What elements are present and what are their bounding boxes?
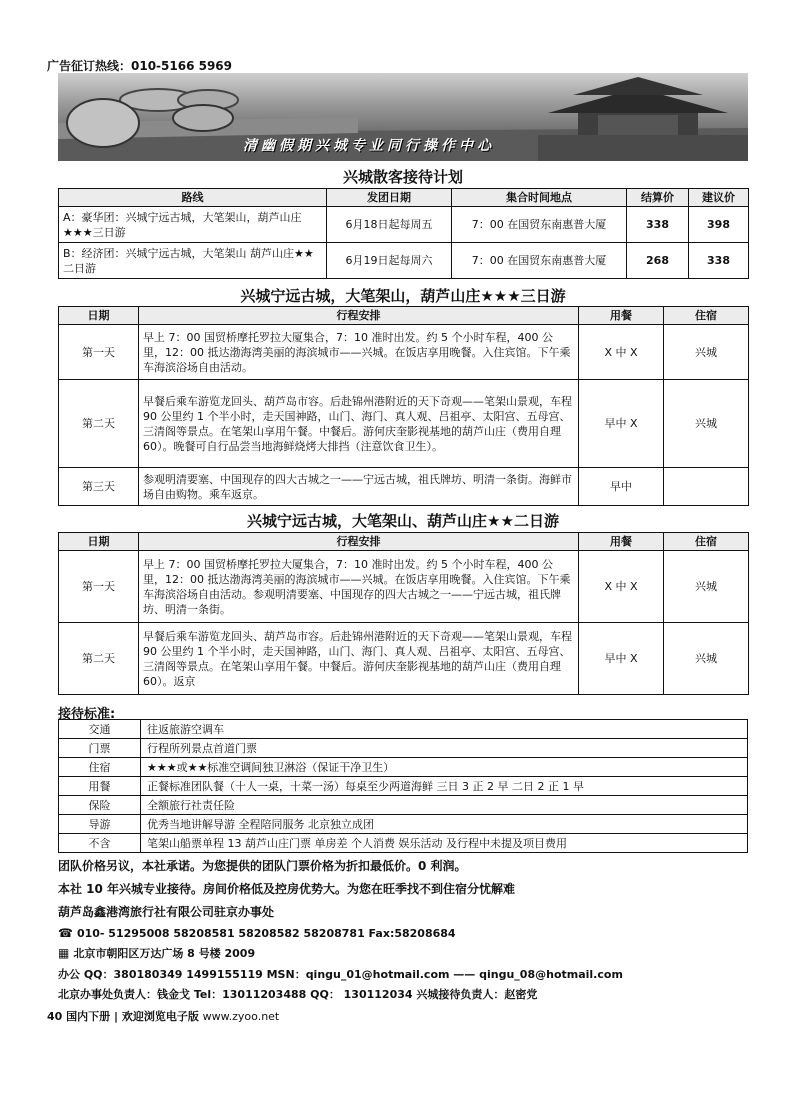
standard-value: 行程所列景点首道门票 (141, 739, 748, 758)
plan-meet: 7：00 在国贸东南惠普大厦 (452, 207, 627, 243)
tour3-plan: 参观明清要塞、中国现存的四大古城之一——宁远古城，祖氏牌坊、明清一条街。海鲜市场自由购物。乘车返京。 (139, 468, 579, 506)
persons-line: 北京办事处负责人：钱金戈 Tel：13011203488 QQ： 130112034 兴城接待负责人：赵密党 (58, 988, 538, 1001)
tour3-table (58, 306, 749, 506)
tour2-day: 第二天 (59, 623, 139, 695)
tour3-day: 第二天 (59, 380, 139, 468)
plan-route: B：经济团：兴城宁远古城，大笔架山 葫芦山庄★★二日游 (59, 243, 327, 279)
standard-key: 门票 (59, 739, 141, 758)
plan-meet: 7：00 在国贸东南惠普大厦 (452, 243, 627, 279)
tour2-hotel: 兴城 (664, 623, 749, 695)
tour2-plan: 早餐后乘车游览龙回头、葫芦岛市容。后赴锦州港附近的天下奇观——笔架山景观，车程 90 公里约 1 个半小时，走天国神路，山门、海门、真人观、吕祖亭、太阳宫、五母宫、三清阁等景点。在笔架山享用午餐。中餐后。游何庆奎影视基地的葫芦山庄（费用自理 60）。返京 (139, 623, 579, 695)
note-group-price: 团队价格另议，本社承诺。为您提供的团队门票价格为折扣最低价。0 利润。 (58, 859, 467, 873)
tour2-meal: 早中 X (579, 623, 664, 695)
qq-msn-line: 办公 QQ：380180349 1499155119 MSN：qingu_01@hotmail.com —— qingu_08@hotmail.com (58, 968, 623, 981)
plan-header-date: 发团日期 (327, 189, 452, 207)
tour2-table (58, 532, 749, 695)
phone-line (58, 926, 456, 940)
standard-value: 正餐标准团队餐（十人一桌，十菜一汤）每桌至少两道海鲜 三日 3 正 2 早 二日 2 正 1 早 (141, 777, 748, 796)
tour2-day: 第一天 (59, 551, 139, 623)
standards-label: 接待标准: (58, 707, 116, 722)
tour3-hotel (664, 468, 749, 506)
plan-suggest-price: 338 (689, 243, 749, 279)
building-icon: ▦ (58, 946, 70, 960)
tour3-hotel: 兴城 (664, 380, 749, 468)
tour2-header-plan: 行程安排 (139, 533, 579, 551)
standard-value: 优秀当地讲解导游 全程陪同服务 北京独立成团 (141, 815, 748, 834)
tour3-header-day: 日期 (59, 307, 139, 325)
plan-title: 兴城散客接待计划 (342, 168, 463, 186)
ad-hotline: 广告征订热线：010-5166 5969 (47, 59, 233, 73)
plan-header-route: 路线 (59, 189, 327, 207)
tour3-header-hotel: 住宿 (664, 307, 749, 325)
standard-key: 保险 (59, 796, 141, 815)
tour2-header-meal: 用餐 (579, 533, 664, 551)
standard-value: ★★★或★★标准空调间独卫淋浴（保证干净卫生） (141, 758, 748, 777)
plan-settle-price: 338 (627, 207, 689, 243)
footer-text: 40 国内下册 | 欢迎浏览电子版 (47, 1010, 199, 1023)
tour3-header-meal: 用餐 (579, 307, 664, 325)
plan-date: 6月18日起每周五 (327, 207, 452, 243)
standard-value: 往返旅游空调车 (141, 720, 748, 739)
standard-key: 不含 (59, 834, 141, 853)
tour3-meal: 早中 X (579, 380, 664, 468)
address: 北京市朝阳区万达广场 8 号楼 2009 (73, 947, 256, 960)
footer-url[interactable]: www.zyoo.net (202, 1010, 280, 1023)
tour3-plan: 早上 7：00 国贸桥摩托罗拉大厦集合，7：10 准时出发。约 5 个小时车程，400 公里，12：00 抵达渤海湾美丽的海滨城市——兴城。在饭店享用晚餐。入住宾馆。下午乘车海滨浴场自由活动。 (139, 325, 579, 380)
tour3-day: 第三天 (59, 468, 139, 506)
plan-header-suggest: 建议价 (689, 189, 749, 207)
tour2-plan: 早上 7：00 国贸桥摩托罗拉大厦集合，7：10 准时出发。约 5 个小时车程，400 公里，12：00 抵达渤海湾美丽的海滨城市——兴城。在饭店享用晚餐。入住宾馆。下午乘车海滨浴场自由活动。参观明清要塞、中国现存的四大古城之一——宁远古城，祖氏牌坊、明清一条街。 (139, 551, 579, 623)
standard-value: 笔架山船票单程 13 葫芦山庄门票 单房差 个人消费 娱乐活动 及行程中未提及项目费用 (141, 834, 748, 853)
standard-key: 用餐 (59, 777, 141, 796)
plan-settle-price: 268 (627, 243, 689, 279)
tour3-plan: 早餐后乘车游览龙回头、葫芦岛市容。后赴锦州港附近的天下奇观——笔架山景观，车程 90 公里约 1 个半小时，走天国神路，山门、海门、真人观、吕祖亭、太阳宫、五母宫、三清阁等景点。在笔架山享用午餐。中餐后。游何庆奎影视基地的葫芦山庄（费用自理 60）。晚餐可自行品尝当地海鲜烧烤大排挡（注意饮食卫生）。 (139, 380, 579, 468)
phone-numbers: 010- 51295008 58208581 58208582 58208781 Fax:58208684 (76, 927, 456, 940)
tour2-header-day: 日期 (59, 533, 139, 551)
plan-suggest-price: 398 (689, 207, 749, 243)
standard-key: 导游 (59, 815, 141, 834)
address-line (58, 945, 255, 961)
page-footer (47, 1008, 279, 1024)
tour3-day: 第一天 (59, 325, 139, 380)
tour3-meal: 早中 (579, 468, 664, 506)
plan-route: A：豪华团：兴城宁远古城，大笔架山，葫芦山庄★★★三日游 (59, 207, 327, 243)
standards-table (58, 719, 748, 853)
tour3-hotel: 兴城 (664, 325, 749, 380)
plan-header-settle: 结算价 (627, 189, 689, 207)
plan-table (58, 188, 749, 279)
company-name: 葫芦岛鑫港湾旅行社有限公司驻京办事处 (58, 905, 275, 919)
banner (58, 73, 748, 161)
note-experience: 本社 10 年兴城专业接待。房间价格低及控房优势大。为您在旺季找不到住宿分忧解难 (58, 882, 516, 896)
tour2-header-hotel: 住宿 (664, 533, 749, 551)
tour3-title: 兴城宁远古城，大笔架山，葫芦山庄★★★三日游 (240, 287, 566, 305)
standard-key: 住宿 (59, 758, 141, 777)
plan-date: 6月19日起每周六 (327, 243, 452, 279)
tour2-title: 兴城宁远古城，大笔架山、葫芦山庄★★二日游 (247, 512, 559, 530)
tour3-header-plan: 行程安排 (139, 307, 579, 325)
plan-header-meet: 集合时间地点 (452, 189, 627, 207)
standard-key: 交通 (59, 720, 141, 739)
tour2-hotel: 兴城 (664, 551, 749, 623)
banner-title: 清幽假期兴城专业同行操作中心 (243, 138, 495, 154)
telephone-icon: ☎ (58, 926, 73, 940)
tour3-meal: X 中 X (579, 325, 664, 380)
tour2-meal: X 中 X (579, 551, 664, 623)
standard-value: 全额旅行社责任险 (141, 796, 748, 815)
